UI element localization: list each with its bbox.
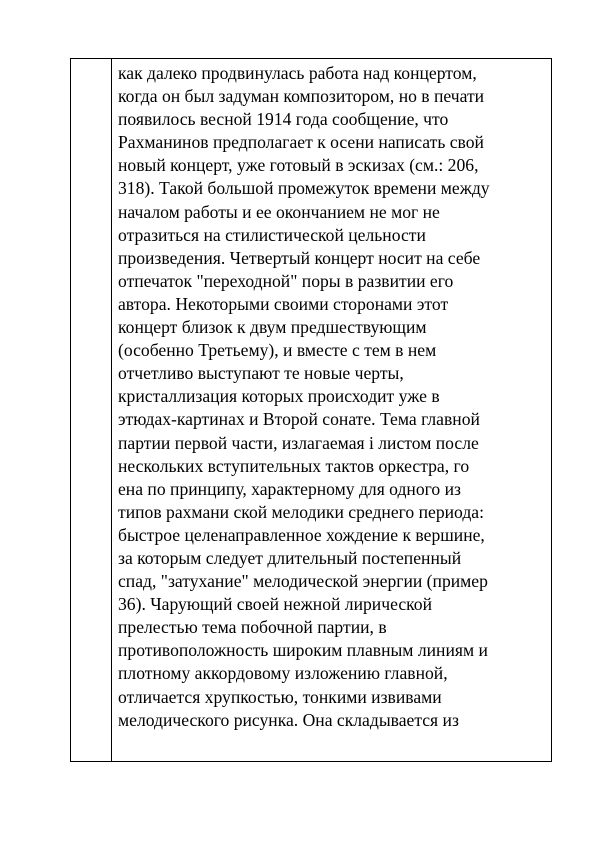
text-line: типов рахмани ской мелодики среднего периода: <box>118 501 484 522</box>
text-line: плотному аккордовому изложению главной, <box>118 663 448 684</box>
text-line: Рахманинов предполагает к осени написать свой <box>118 132 484 153</box>
text-line: спад, "затухание" мелодической энергии (пример <box>118 571 488 592</box>
text-line: концерт близок к двум предшествующим <box>118 317 427 338</box>
text-line: мелодического рисунка. Она складывается из <box>118 709 459 730</box>
text-line: ена по принципу, характерному для одного из <box>118 478 461 499</box>
text-line: кристаллизация которых происходит уже в <box>118 386 440 407</box>
text-line: автора. Некоторыми своими сторонами этот <box>118 293 449 314</box>
left-empty-cell <box>71 59 112 762</box>
text-line: появилось весной 1914 года сообщение, что <box>118 109 449 130</box>
text-line: началом работы и ее окончанием не мог не <box>118 201 440 222</box>
text-line: когда он был задуман композитором, но в печати <box>118 86 485 107</box>
text-line: прелестью тема побочной партии, в <box>118 617 387 638</box>
text-line: противоположность широким плавным линиям и <box>118 640 488 661</box>
text-line: 318). Такой большой промежуток времени между <box>118 178 490 199</box>
text-line: за которым следует длительный постепенный <box>118 547 462 568</box>
text-line: (особенно Третьему), и вместе с тем в нем <box>118 340 437 361</box>
text-line: 36). Чарующий своей нежной лирической <box>118 594 432 615</box>
body-text <box>118 62 547 732</box>
text-line: произведения. Четвертый концерт носит на себе <box>118 247 481 268</box>
text-line: отпечаток "переходной" поры в развитии его <box>118 270 454 291</box>
table-row <box>71 59 552 762</box>
text-line: новый концерт, уже готовый в эскизах (см.: 206, <box>118 155 479 176</box>
text-line: партии первой части, излагаемая і листом после <box>118 432 479 453</box>
text-line: как далеко продвинулась работа над концертом, <box>118 63 477 83</box>
page-table <box>70 58 552 762</box>
text-line: отразиться на стилистической цельности <box>118 224 426 245</box>
text-line: нескольких вступительных тактов оркестра, го <box>118 455 470 476</box>
text-cell <box>112 59 552 762</box>
text-line: отличается хрупкостью, тонкими извивами <box>118 686 442 707</box>
text-line: отчетливо выступают те новые черты, <box>118 363 404 384</box>
text-line: этюдах-картинах и Второй сонате. Тема главной <box>118 409 480 430</box>
text-line: быстрое целенаправленное хождение к вершине, <box>118 524 485 545</box>
